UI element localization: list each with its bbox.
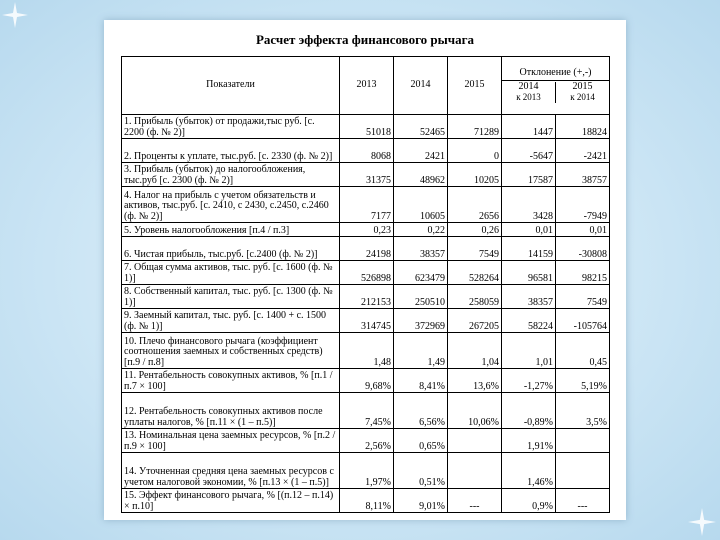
- row-value: 3428: [502, 187, 556, 223]
- table-row: [122, 393, 610, 429]
- table-row: [122, 261, 610, 285]
- row-value: ---: [448, 489, 502, 513]
- row-label: 7. Общая сумма активов, тыс. руб. [с. 1600 (ф. № 1)]: [122, 261, 340, 285]
- row-value: 3,5%: [556, 393, 610, 429]
- table-row: [122, 429, 610, 453]
- row-label: 14. Уточненная средняя цена заемных ресурсов с учетом налоговой экономии, % [п.13 × (1 – п.5)]: [122, 453, 340, 489]
- header-deviation-label: Отклонение (+,-): [502, 68, 609, 81]
- row-label: 9. Заемный капитал, тыс. руб. [с. 1400 + с. 1500 (ф. № 1)]: [122, 309, 340, 333]
- row-value: 2,56%: [340, 429, 394, 453]
- table-row: [122, 139, 610, 163]
- header-year-2014: 2014: [394, 57, 448, 115]
- row-value: 8,41%: [394, 369, 448, 393]
- row-value: ---: [556, 489, 610, 513]
- row-value: -105764: [556, 309, 610, 333]
- row-value: 38757: [556, 163, 610, 187]
- row-value: 267205: [448, 309, 502, 333]
- row-value: 0,65%: [394, 429, 448, 453]
- table-row: [122, 187, 610, 223]
- table-row: [122, 333, 610, 369]
- row-value: 52465: [394, 115, 448, 139]
- page-title: Расчет эффекта финансового рычага: [255, 32, 475, 47]
- row-value: 24198: [340, 237, 394, 261]
- row-value: 51018: [340, 115, 394, 139]
- table-row: [122, 163, 610, 187]
- row-label: 2. Проценты к уплате, тыс.руб. [с. 2330 (ф. № 2)]: [122, 139, 340, 163]
- row-value: 8068: [340, 139, 394, 163]
- row-value: 1,97%: [340, 453, 394, 489]
- header-deviation: [502, 57, 610, 115]
- row-value: 2656: [448, 187, 502, 223]
- row-value: 71289: [448, 115, 502, 139]
- row-value: 31375: [340, 163, 394, 187]
- row-label: 11. Рентабельность совокупных активов, % [п.1 / п.7 × 100]: [122, 369, 340, 393]
- row-label: 3. Прибыль (убыток) до налогообложения, тыс.руб [с. 2300 (ф. № 2)]: [122, 163, 340, 187]
- row-value: [448, 453, 502, 489]
- header-dev-2014: 2014 к 2013: [502, 82, 556, 103]
- header-year-2013: 2013: [340, 57, 394, 115]
- row-value: 1,01: [502, 333, 556, 369]
- row-value: [448, 429, 502, 453]
- row-value: 0,22: [394, 223, 448, 237]
- row-value: 0,45: [556, 333, 610, 369]
- row-value: 212153: [340, 285, 394, 309]
- row-value: 528264: [448, 261, 502, 285]
- row-value: 96581: [502, 261, 556, 285]
- table-row: [122, 237, 610, 261]
- row-value: 250510: [394, 285, 448, 309]
- row-label: 13. Номинальная цена заемных ресурсов, % [п.2 / п.9 × 100]: [122, 429, 340, 453]
- row-value: 1,48: [340, 333, 394, 369]
- row-value: 14159: [502, 237, 556, 261]
- table-row: [122, 223, 610, 237]
- row-value: 7549: [448, 237, 502, 261]
- row-value: 0,01: [502, 223, 556, 237]
- row-value: -0,89%: [502, 393, 556, 429]
- table-row: [122, 285, 610, 309]
- row-value: 1447: [502, 115, 556, 139]
- table-header-row: [122, 57, 610, 115]
- row-value: 7,45%: [340, 393, 394, 429]
- row-value: -1,27%: [502, 369, 556, 393]
- row-label: 8. Собственный капитал, тыс. руб. [с. 1300 (ф. № 1)]: [122, 285, 340, 309]
- row-value: 0,23: [340, 223, 394, 237]
- header-dev-2015: 2015 к 2014: [570, 80, 595, 103]
- corner-sparkle-bottom-right: [688, 508, 716, 536]
- table-row: [122, 309, 610, 333]
- row-value: 10605: [394, 187, 448, 223]
- row-value: 0,9%: [502, 489, 556, 513]
- slide-panel: [104, 20, 626, 520]
- row-value: 98215: [556, 261, 610, 285]
- row-value: 1,04: [448, 333, 502, 369]
- row-label: 15. Эффект финансового рычага, % [(п.12 – п.14) × п.10]: [122, 489, 340, 513]
- row-label: 6. Чистая прибыль, тыс.руб. [с.2400 (ф. № 2)]: [122, 237, 340, 261]
- row-value: 58224: [502, 309, 556, 333]
- row-value: 0,01: [556, 223, 610, 237]
- row-value: 526898: [340, 261, 394, 285]
- row-value: 0: [448, 139, 502, 163]
- row-value: 1,46%: [502, 453, 556, 489]
- row-value: 7549: [556, 285, 610, 309]
- row-value: 623479: [394, 261, 448, 285]
- row-value: -7949: [556, 187, 610, 223]
- row-value: -2421: [556, 139, 610, 163]
- row-value: 314745: [340, 309, 394, 333]
- financial-leverage-table: [121, 56, 610, 513]
- row-value: 6,56%: [394, 393, 448, 429]
- row-value: 10205: [448, 163, 502, 187]
- row-value: 7177: [340, 187, 394, 223]
- row-value: 1,91%: [502, 429, 556, 453]
- row-value: 1,49: [394, 333, 448, 369]
- table-row: [122, 369, 610, 393]
- table-row: [122, 115, 610, 139]
- row-value: 10,06%: [448, 393, 502, 429]
- row-value: 9,01%: [394, 489, 448, 513]
- row-value: 9,68%: [340, 369, 394, 393]
- row-label: 4. Налог на прибыль с учетом обязательств и активов, тыс.руб. [с. 2410, с 2430, с.2450, с.2460 (ф. № 2)]: [122, 187, 340, 223]
- row-value: 18824: [556, 115, 610, 139]
- row-value: 258059: [448, 285, 502, 309]
- row-value: 0,26: [448, 223, 502, 237]
- row-value: 17587: [502, 163, 556, 187]
- corner-sparkle-top-left: [2, 2, 28, 28]
- row-label: 10. Плечо финансового рычага (коэффициент соотношения заемных и собственных средств) [п.9 / п.8]: [122, 333, 340, 369]
- header-year-2015: 2015: [448, 57, 502, 115]
- row-label: 5. Уровень налогообложения [п.4 / п.3]: [122, 223, 340, 237]
- row-value: -5647: [502, 139, 556, 163]
- table-row: [122, 453, 610, 489]
- row-label: 12. Рентабельность совокупных активов после уплаты налогов, % [п.11 × (1 – п.5)]: [122, 393, 340, 429]
- header-indicator: Показатели: [122, 57, 340, 115]
- row-value: 0,51%: [394, 453, 448, 489]
- row-value: 38357: [502, 285, 556, 309]
- row-value: 8,11%: [340, 489, 394, 513]
- row-value: 372969: [394, 309, 448, 333]
- row-label: 1. Прибыль (убыток) от продажи,тыс руб. [с. 2200 (ф. № 2)]: [122, 115, 340, 139]
- row-value: -30808: [556, 237, 610, 261]
- row-value: [556, 429, 610, 453]
- row-value: 48962: [394, 163, 448, 187]
- row-value: 13,6%: [448, 369, 502, 393]
- row-value: [556, 453, 610, 489]
- row-value: 5,19%: [556, 369, 610, 393]
- table-row: [122, 489, 610, 513]
- row-value: 2421: [394, 139, 448, 163]
- row-value: 38357: [394, 237, 448, 261]
